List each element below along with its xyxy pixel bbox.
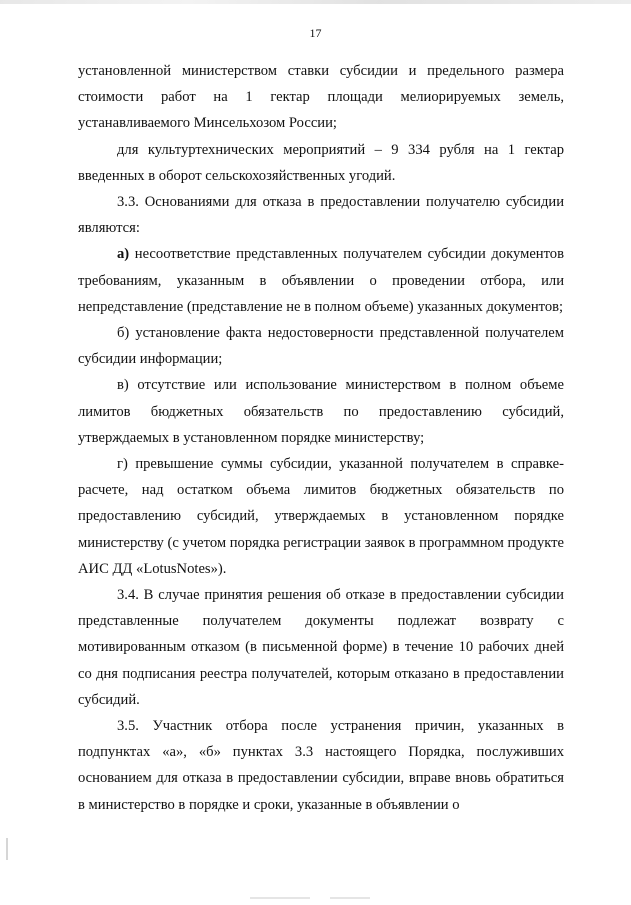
list-marker: а): [117, 246, 130, 263]
scan-artifact: [330, 897, 370, 899]
paragraph: для культуртехнических мероприятий – 9 334 рубля на 1 гектар введенных в оборот сельскохозяйственных угодий.: [78, 141, 564, 184]
document-body: [78, 58, 564, 818]
paragraph: 3.4. В случае принятия решения об отказе в предоставлении субсидии представленные получателем документы подлежат возврату с мотивированным отказом (в письменной форме) в течение 10 рабочих дней со дня подписания реестра получателей, которым отказано в предоставлении субсидий.: [78, 587, 564, 708]
paragraph: установленной министерством ставки субсидии и предельного размера стоимости работ на 1 гектар площади мелиорируемых земель, устанавливаемого Минсельхозом России;: [78, 63, 564, 132]
paragraph: 3.3. Основаниями для отказа в предоставлении получателю субсидии являются:: [78, 194, 564, 237]
scan-artifact: [6, 838, 8, 860]
paragraph-text: несоответствие представленных получателем субсидии документов требованиям, указанным в объявлении о проведении отбора, или непредставление (представление не в полном объеме) указанных документов;: [78, 246, 564, 315]
paragraph: 3.5. Участник отбора после устранения причин, указанных в подпунктах «а», «б» пунктах 3.3 настоящего Порядка, послуживших основанием для отказа в предоставлении субсидии, вправе вновь обратиться в министерство в порядке и сроки, указанные в объявлении о: [78, 718, 564, 813]
scan-edge: [0, 0, 631, 4]
paragraph: [78, 241, 564, 320]
paragraph: в) отсутствие или использование министерством в полном объеме лимитов бюджетных обязательств по предоставлению субсидий, утверждаемых в установленном порядке министерству;: [78, 377, 564, 446]
paragraph: б) установление факта недостоверности представленной получателем субсидии информации;: [78, 325, 564, 368]
page-number: 17: [309, 26, 322, 40]
paragraph: г) превышение суммы субсидии, указанной получателем в справке-расчете, над остатком объема лимитов бюджетных обязательств по предоставлению субсидий, утверждаемых в установленном порядке министерству (с учетом порядка регистрации заявок в программном продукте АИС ДД «LotusNotes»).: [78, 456, 564, 577]
scan-artifact: [250, 897, 310, 899]
